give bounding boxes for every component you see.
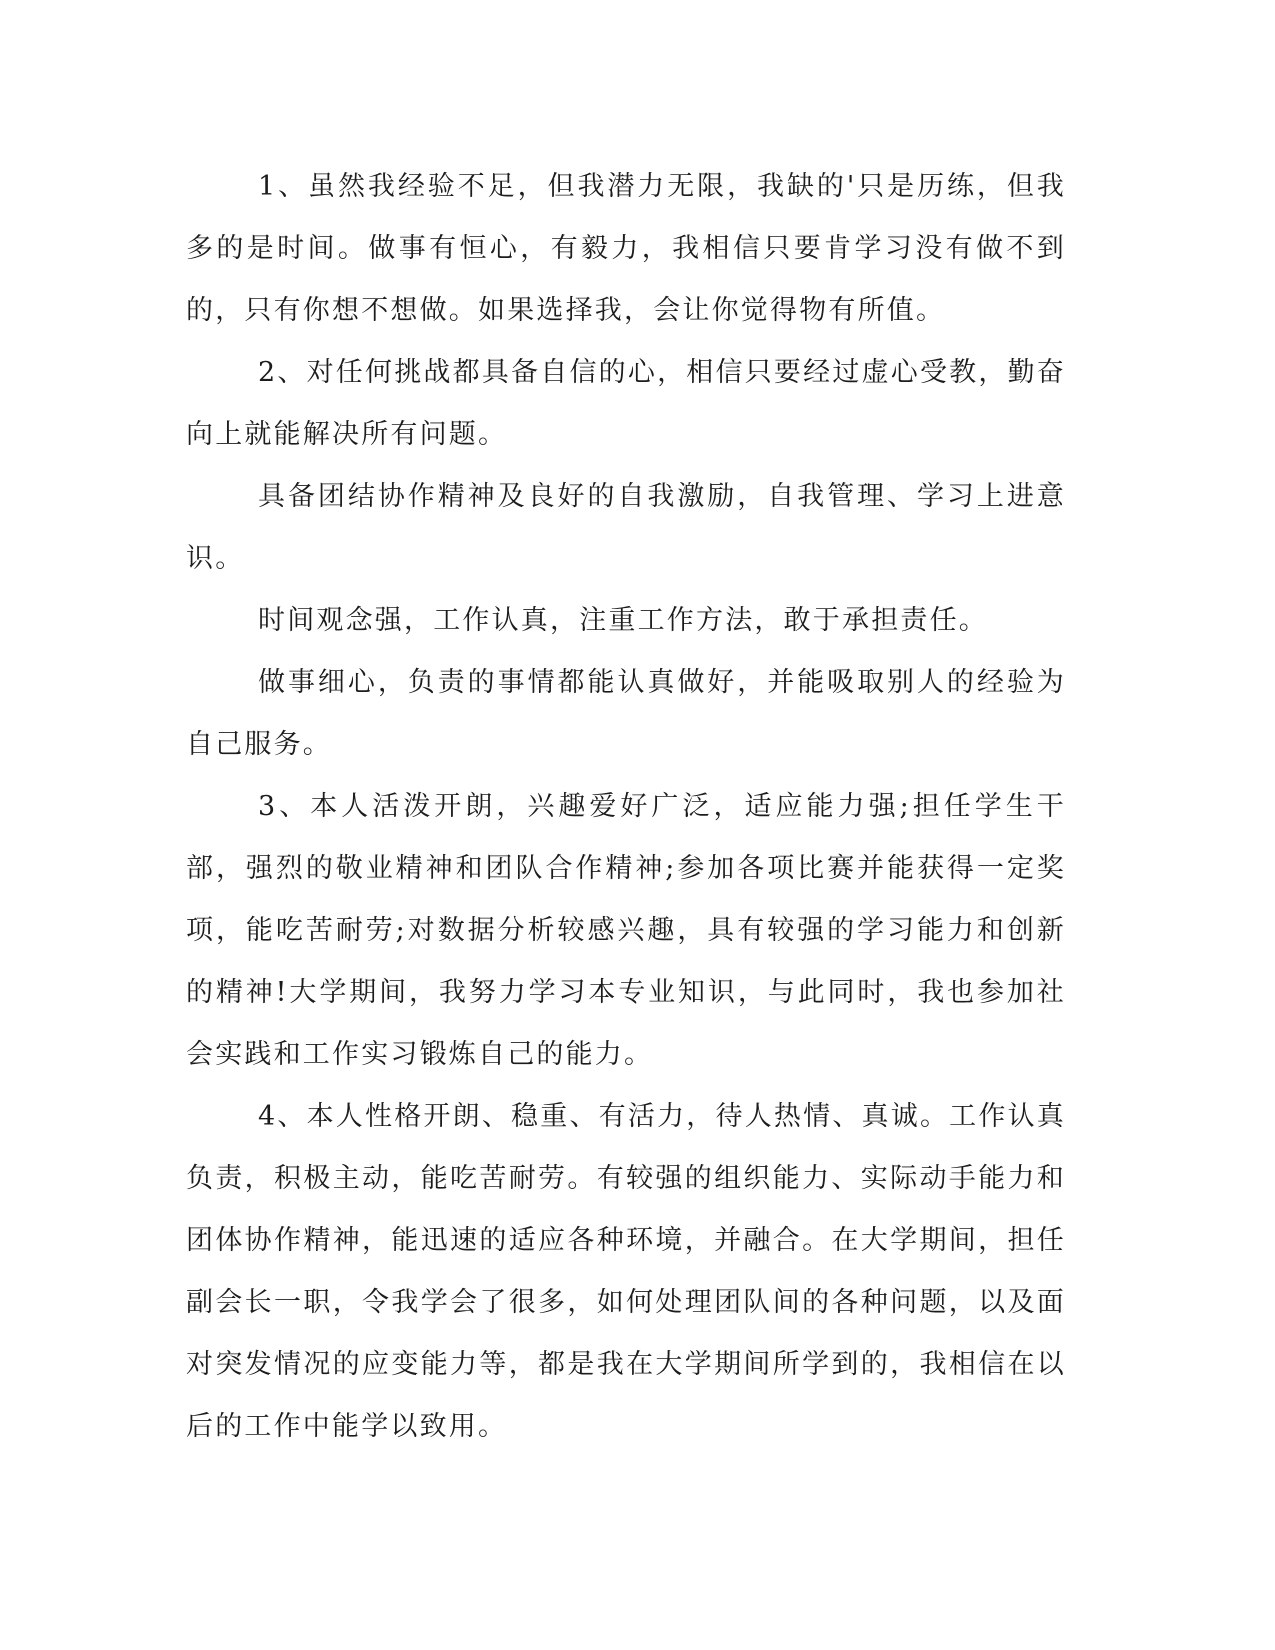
paragraph-teamwork: 具备团结协作精神及良好的自我激励，自我管理、学习上进意识。 (186, 481, 1066, 574)
paragraph-strengths-2: 2、对任何挑战都具备自信的心，相信只要经过虚心受教，勤奋向上就能解决所有问题。 (186, 357, 1066, 450)
paragraph-time-management: 时间观念强，工作认真，注重工作方法，敢于承担责任。 (258, 605, 988, 636)
paragraph-attention-to-detail: 做事细心，负责的事情都能认真做好，并能吸取别人的经验为自己服务。 (186, 667, 1066, 760)
document-body (186, 156, 1066, 1458)
paragraph-strengths-4: 4、本人性格开朗、稳重、有活力，待人热情、真诚。工作认真负责，积极主动，能吃苦耐劳。有较强的组织能力、实际动手能力和团体协作精神，能迅速的适应各种环境，并融合。在大学期间，担任副会长一职，令我学会了很多，如何处理团队间的各种问题，以及面对突发情况的应变能力等，都是我在大学期间所学到的，我相信在以后的工作中能学以致用。 (186, 1101, 1066, 1442)
paragraph-strengths-1: 1、虽然我经验不足，但我潜力无限，我缺的'只是历练，但我多的是时间。做事有恒心，有毅力，我相信只要肯学习没有做不到的，只有你想不想做。如果选择我，会让你觉得物有所值。 (186, 171, 1066, 326)
paragraph-strengths-3: 3、本人活泼开朗，兴趣爱好广泛，适应能力强;担任学生干部，强烈的敬业精神和团队合作精神;参加各项比赛并能获得一定奖项，能吃苦耐劳;对数据分析较感兴趣，具有较强的学习能力和创新的精神!大学期间，我努力学习本专业知识，与此同时，我也参加社会实践和工作实习锻炼自己的能力。 (186, 791, 1066, 1070)
